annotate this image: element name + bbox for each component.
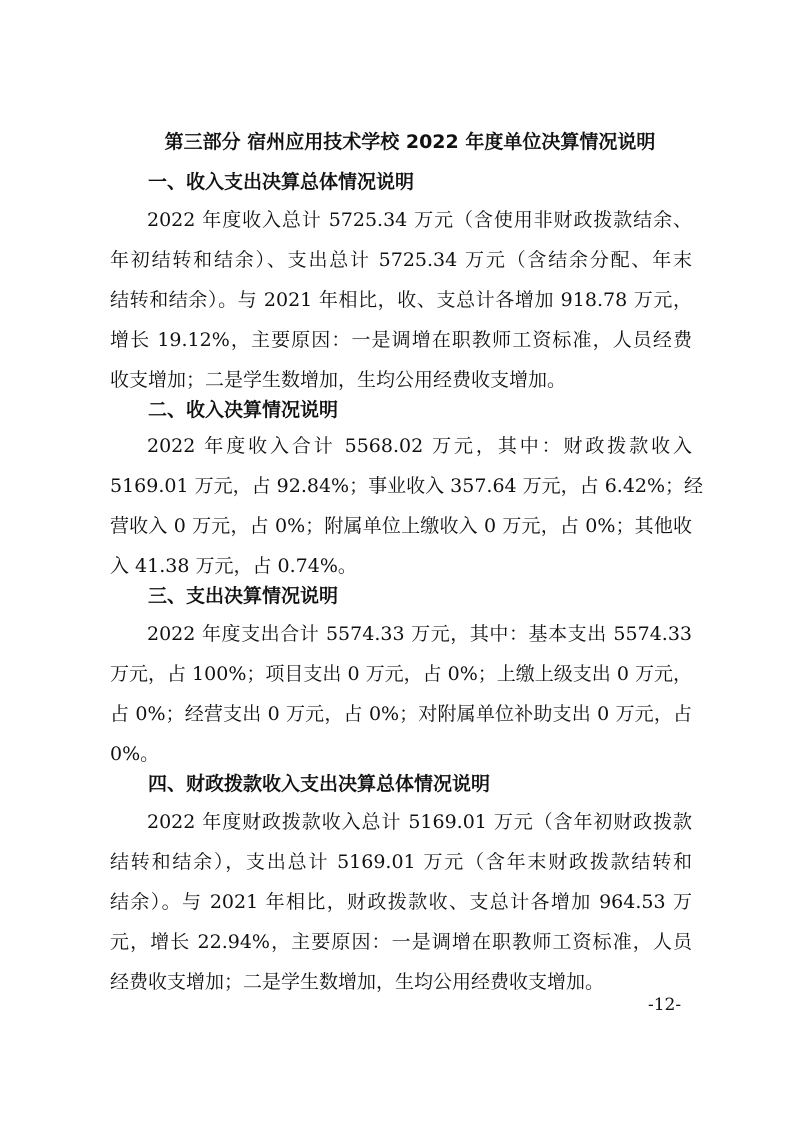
section-2-heading: 二、收入决算情况说明 bbox=[148, 399, 339, 421]
section-1-paragraph bbox=[110, 200, 692, 400]
paragraph-line: 2022 年度支出合计 5574.33 万元，其中：基本支出 5574.33 bbox=[147, 623, 692, 645]
paragraph-line: 收支增加；二是学生数增加，生均公用经费收支增加。 bbox=[110, 369, 567, 391]
section-4-heading: 四、财政拨款收入支出决算总体情况说明 bbox=[148, 773, 491, 795]
paragraph-line: 结余）。与 2021 年相比，财政拨款收、支总计各增加 964.53 万 bbox=[110, 891, 692, 913]
paragraph-line: 5169.01 万元，占 92.84%；事业收入 357.64 万元，占 6.42%；经 bbox=[110, 475, 704, 497]
document-title: 第三部分 宿州应用技术学校 2022 年度单位决算情况说明 bbox=[164, 131, 656, 153]
section-2-paragraph bbox=[110, 426, 704, 586]
paragraph-line: 经费收支增加；二是学生数增加，生均公用经费收支增加。 bbox=[110, 971, 605, 993]
paragraph-line: 2022 年度收入总计 5725.34 万元（含使用非财政拨款结余、 bbox=[147, 209, 692, 231]
paragraph-line: 万元，占 100%；项目支出 0 万元，占 0%；上缴上级支出 0 万元， bbox=[110, 663, 692, 685]
section-3-heading: 三、支出决算情况说明 bbox=[148, 585, 339, 607]
paragraph-line: 结转和结余）。与 2021 年相比，收、支总计各增加 918.78 万元， bbox=[110, 289, 692, 311]
section-3-paragraph bbox=[110, 614, 692, 774]
paragraph-line: 2022 年度收入合计 5568.02 万元，其中：财政拨款收入 bbox=[147, 435, 692, 457]
paragraph-line: 入 41.38 万元，占 0.74%。 bbox=[110, 555, 357, 577]
page-number: -12- bbox=[648, 995, 682, 1015]
section-1-heading: 一、收入支出决算总体情况说明 bbox=[148, 171, 415, 193]
paragraph-line: 年初结转和结余）、支出总计 5725.34 万元（含结余分配、年末 bbox=[110, 249, 692, 271]
paragraph-line: 元，增长 22.94%，主要原因：一是调增在职教师工资标准，人员 bbox=[110, 931, 692, 953]
paragraph-line: 0%。 bbox=[110, 743, 160, 765]
paragraph-line: 营收入 0 万元，占 0%；附属单位上缴收入 0 万元，占 0%；其他收 bbox=[110, 515, 692, 537]
paragraph-line: 占 0%；经营支出 0 万元，占 0%；对附属单位补助支出 0 万元，占 bbox=[110, 703, 692, 725]
paragraph-line: 结转和结余），支出总计 5169.01 万元（含年末财政拨款结转和 bbox=[110, 851, 692, 873]
paragraph-line: 增长 19.12%，主要原因：一是调增在职教师工资标准，人员经费 bbox=[110, 329, 692, 351]
paragraph-line: 2022 年度财政拨款收入总计 5169.01 万元（含年初财政拨款 bbox=[147, 811, 692, 833]
section-4-paragraph bbox=[110, 802, 692, 1002]
